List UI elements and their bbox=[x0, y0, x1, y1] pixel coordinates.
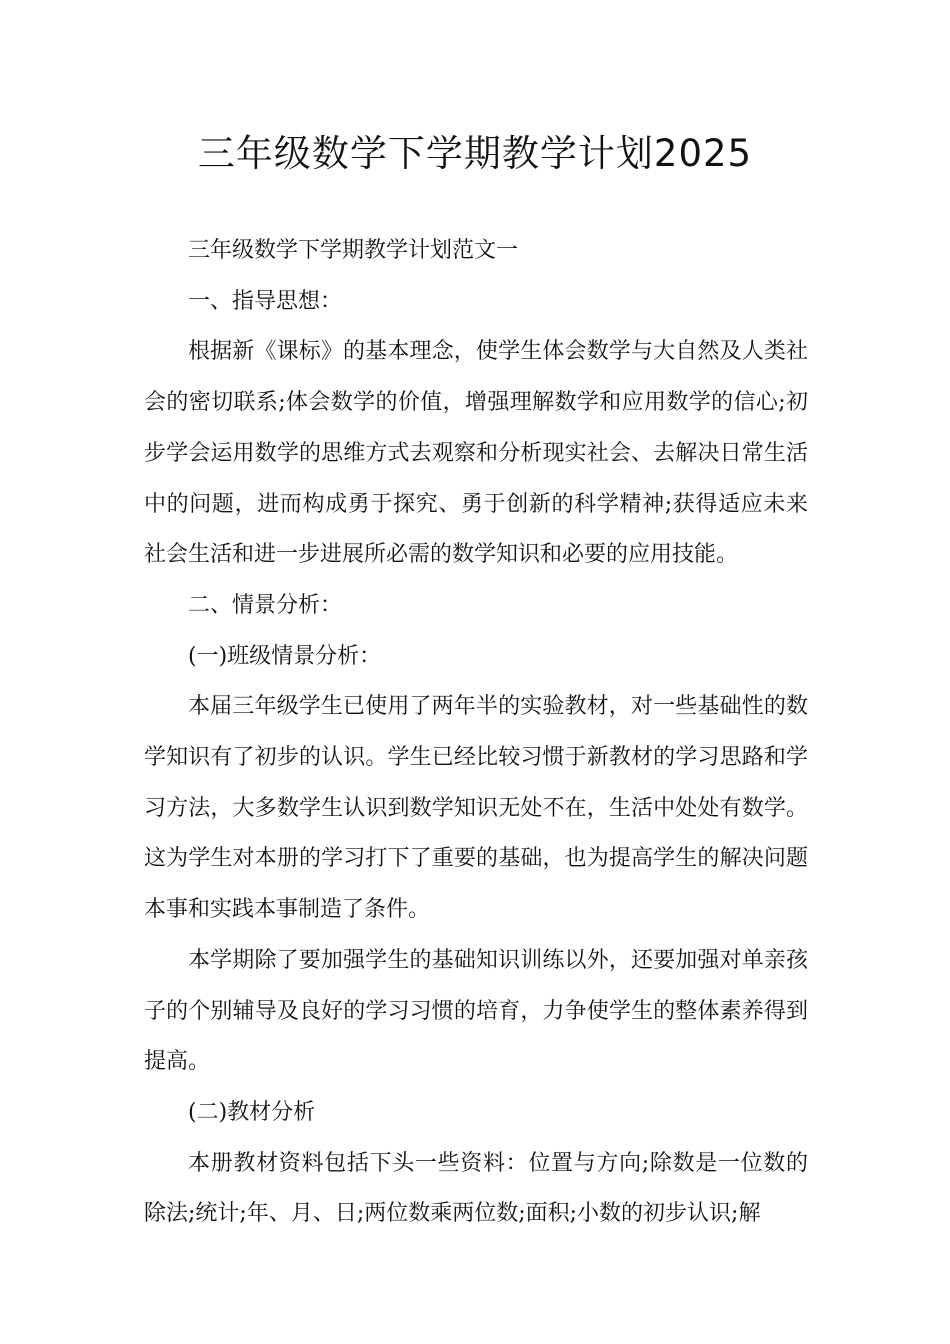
section-heading-guiding-thought: 一、指导思想： bbox=[188, 288, 343, 314]
paragraph-textbook-content: 本册教材资料包括下头一些资料：位置与方向;除数是一位数的除法;统计;年、月、日;两位数乘两位数;面积;小数的初步认识;解 bbox=[144, 1150, 808, 1227]
subsection-heading-class-analysis: (一)班级情景分析： bbox=[188, 643, 382, 669]
subtitle-paragraph: 三年级数学下学期教学计划范文一 bbox=[188, 238, 519, 263]
subsection-heading-textbook-analysis: (二)教材分析 bbox=[188, 1099, 316, 1125]
section-heading-situation-analysis: 二、情景分析： bbox=[188, 592, 343, 618]
document-body bbox=[144, 226, 808, 1240]
paragraph-class-analysis: 本届三年级学生已使用了两年半的实验教材，对一些基础性的数学知识有了初步的认识。学生已经比较习惯于新教材的学习思路和学习方法，大多数学生认识到数学知识无处不在，生活中处处有数学。这为学生对本册的学习打下了重要的基础，也为提高学生的解决问题本事和实践本事制造了条件。 bbox=[144, 694, 808, 923]
paragraph-semester-goal: 本学期除了要加强学生的基础知识训练以外，还要加强对单亲孩子的个别辅导及良好的学习习惯的培育，力争使学生的整体素养得到提高。 bbox=[144, 947, 808, 1075]
document-title: 三年级数学下学期教学计划2025 bbox=[197, 132, 753, 175]
paragraph-guiding-thought: 根据新《课标》的基本理念，使学生体会数学与大自然及人类社会的密切联系;体会数学的价值，增强理解数学和应用数学的信心;初步学会运用数学的思维方式去观察和分析现实社会、去解决日常生活中的问题，进而构成勇于探究、勇于创新的科学精神;获得适应未来社会生活和进一步进展所必需的数学知识和必要的应用技能。 bbox=[144, 339, 808, 568]
